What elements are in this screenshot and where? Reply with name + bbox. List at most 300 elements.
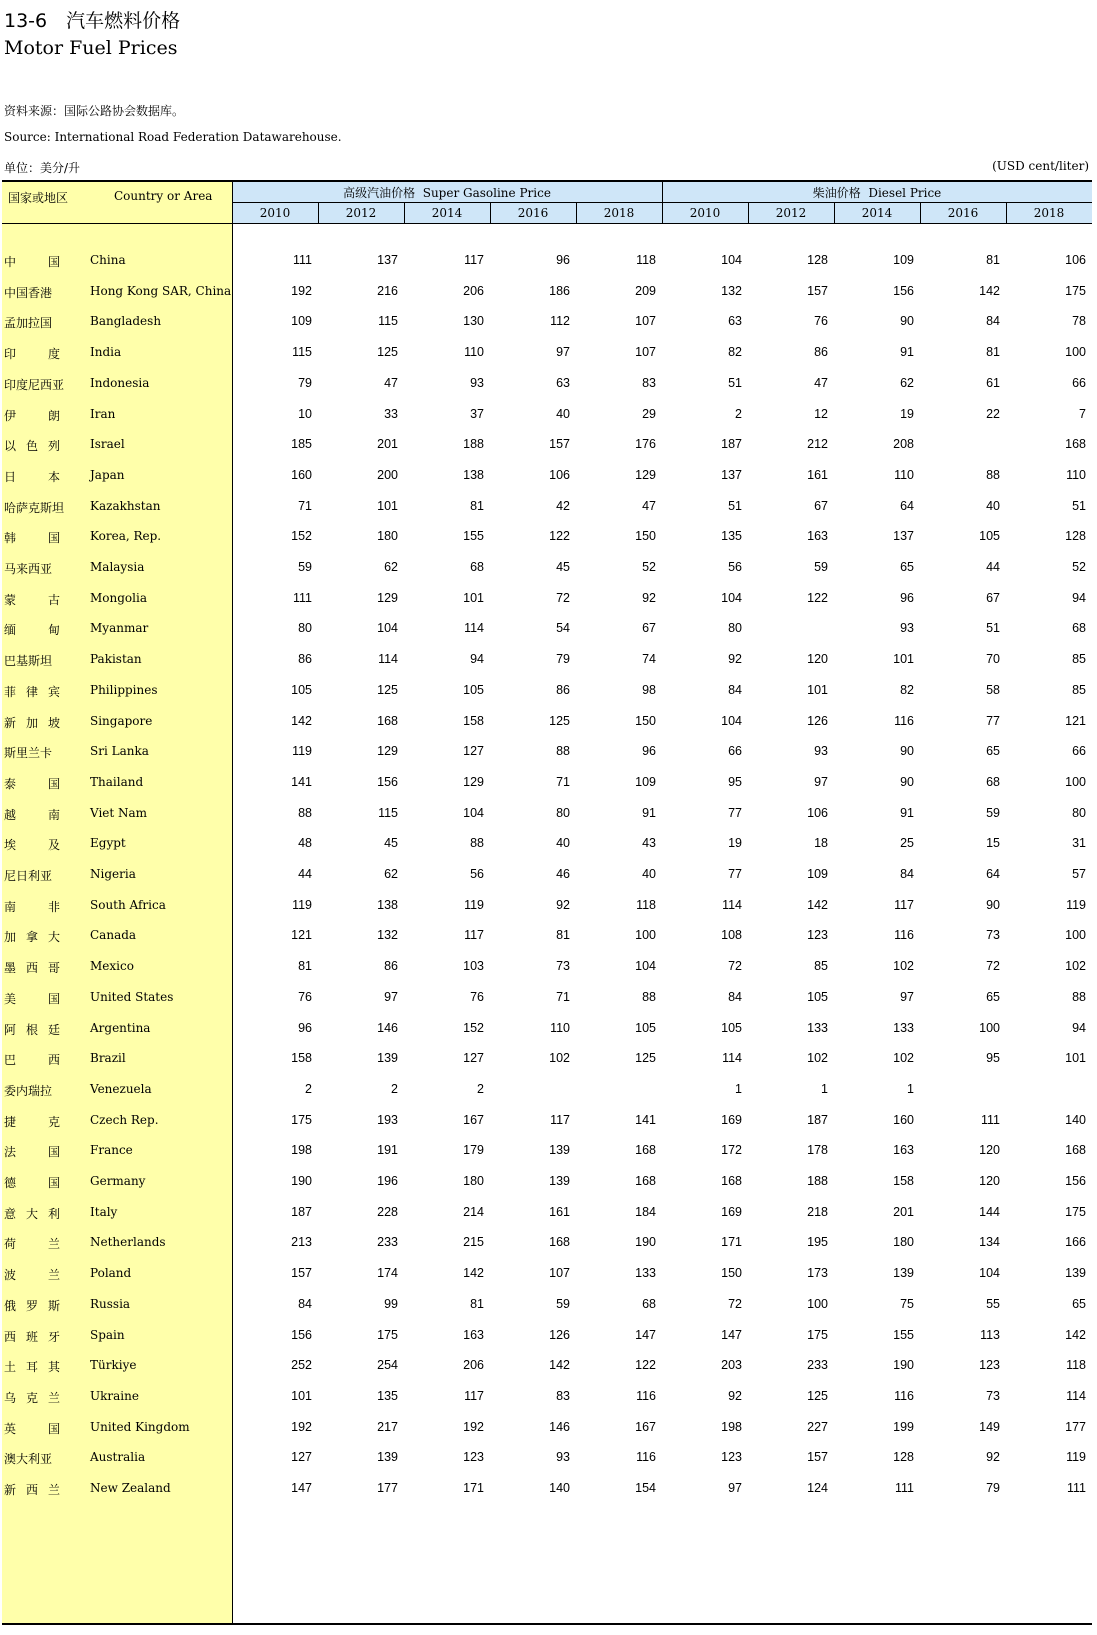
gasoline-price-cell: 192 bbox=[291, 1419, 312, 1434]
gasoline-price-cell: 129 bbox=[377, 744, 398, 759]
gasoline-price-cell: 138 bbox=[377, 897, 398, 912]
diesel-price-cell: 233 bbox=[807, 1358, 828, 1373]
diesel-price-cell: 109 bbox=[893, 253, 914, 267]
diesel-price-cell: 82 bbox=[728, 345, 742, 360]
diesel-price-cell: 31 bbox=[1072, 836, 1086, 851]
diesel-price-cell: 100 bbox=[807, 1296, 828, 1311]
diesel-price-cell: 66 bbox=[1072, 744, 1086, 759]
diesel-price-cell: 124 bbox=[807, 1481, 828, 1495]
country-name-en: United States bbox=[90, 989, 174, 1004]
country-name-en: South Africa bbox=[90, 897, 166, 912]
diesel-price-cell: 156 bbox=[893, 283, 914, 298]
diesel-price-cell: 171 bbox=[721, 1235, 742, 1250]
country-name-cn: 阿根廷 bbox=[4, 1022, 60, 1037]
gasoline-price-cell: 192 bbox=[463, 1419, 484, 1434]
gasoline-price-cell: 168 bbox=[377, 713, 398, 728]
table-row bbox=[2, 1444, 1092, 1475]
country-name-cn: 蒙古 bbox=[4, 592, 60, 607]
gasoline-price-cell: 104 bbox=[377, 621, 398, 636]
table-row bbox=[2, 830, 1092, 861]
gasoline-price-cell: 125 bbox=[377, 682, 398, 697]
country-name-cn: 中国 bbox=[4, 255, 60, 269]
table-row bbox=[2, 585, 1092, 616]
gasoline-price-cell: 83 bbox=[556, 1388, 570, 1403]
gasoline-price-cell: 152 bbox=[291, 529, 312, 544]
diesel-price-cell: 203 bbox=[721, 1358, 742, 1373]
table-row bbox=[2, 953, 1092, 984]
diesel-price-cell: 172 bbox=[721, 1143, 742, 1158]
unit-note-en: (USD cent/liter) bbox=[992, 159, 1089, 173]
diesel-price-cell: 188 bbox=[807, 1174, 828, 1188]
country-name-cn: 尼日利亚 bbox=[4, 869, 53, 883]
country-name-cn: 巴西 bbox=[4, 1053, 60, 1068]
country-name-en: Czech Rep. bbox=[90, 1112, 159, 1127]
country-name-cn: 英国 bbox=[4, 1421, 60, 1436]
diesel-year-header: 2010 bbox=[689, 206, 721, 220]
diesel-price-cell: 100 bbox=[1065, 774, 1086, 789]
diesel-price-cell: 95 bbox=[986, 1051, 1000, 1066]
table-row bbox=[2, 1260, 1092, 1291]
diesel-price-cell: 201 bbox=[893, 1204, 914, 1219]
gasoline-price-cell: 105 bbox=[291, 682, 312, 697]
gasoline-price-cell: 115 bbox=[378, 314, 398, 329]
gasoline-price-cell: 196 bbox=[377, 1174, 398, 1188]
gasoline-price-cell: 118 bbox=[636, 897, 656, 912]
table-row bbox=[2, 1199, 1092, 1230]
diesel-price-cell: 68 bbox=[1072, 621, 1086, 636]
diesel-price-cell: 77 bbox=[728, 805, 742, 820]
diesel-price-cell: 187 bbox=[807, 1112, 828, 1127]
header-diesel-en: Diesel Price bbox=[868, 186, 942, 200]
gasoline-price-cell: 185 bbox=[291, 437, 312, 452]
diesel-price-cell: 137 bbox=[721, 467, 742, 482]
diesel-price-cell: 199 bbox=[893, 1419, 914, 1434]
table-row bbox=[2, 1322, 1092, 1353]
gasoline-price-cell: 146 bbox=[549, 1419, 570, 1434]
diesel-price-cell: 92 bbox=[728, 652, 742, 667]
gasoline-price-cell: 56 bbox=[470, 867, 484, 881]
gasoline-price-cell: 167 bbox=[463, 1112, 484, 1127]
diesel-price-cell: 7 bbox=[1079, 406, 1086, 421]
diesel-price-cell: 158 bbox=[893, 1174, 914, 1188]
gasoline-price-cell: 119 bbox=[292, 744, 312, 759]
gasoline-price-cell: 115 bbox=[292, 345, 312, 360]
diesel-price-cell: 147 bbox=[721, 1327, 742, 1342]
table-row bbox=[2, 892, 1092, 923]
gasoline-price-cell: 213 bbox=[291, 1235, 312, 1250]
country-name-cn: 委内瑞拉 bbox=[4, 1083, 53, 1098]
table-row bbox=[2, 615, 1092, 646]
diesel-price-cell: 102 bbox=[893, 1051, 914, 1066]
gasoline-price-cell: 147 bbox=[291, 1481, 312, 1495]
diesel-price-cell: 77 bbox=[728, 867, 742, 881]
gasoline-price-cell: 127 bbox=[291, 1450, 312, 1465]
gasoline-price-cell: 130 bbox=[463, 314, 484, 329]
diesel-price-cell: 155 bbox=[893, 1327, 914, 1342]
table-row bbox=[2, 1168, 1092, 1199]
gasoline-price-cell: 115 bbox=[378, 805, 398, 820]
gasoline-price-cell: 117 bbox=[464, 928, 484, 943]
country-name-en: Türkiye bbox=[90, 1358, 137, 1373]
diesel-price-cell: 117 bbox=[894, 897, 914, 912]
gasoline-price-cell: 147 bbox=[635, 1327, 656, 1342]
diesel-price-cell: 121 bbox=[1065, 713, 1086, 728]
diesel-price-cell: 212 bbox=[807, 437, 828, 452]
diesel-price-cell: 123 bbox=[721, 1450, 742, 1465]
table-row bbox=[2, 1383, 1092, 1414]
country-name-en: Singapore bbox=[90, 713, 153, 728]
header-gasoline-cn: 高级汽油价格 bbox=[343, 186, 416, 200]
header-diesel-cn: 柴油价格 bbox=[812, 186, 861, 200]
gasoline-price-cell: 107 bbox=[635, 345, 656, 360]
gasoline-price-cell: 215 bbox=[463, 1235, 484, 1250]
gasoline-price-cell: 45 bbox=[556, 560, 570, 574]
header-gasoline-en: Super Gasoline Price bbox=[422, 186, 551, 200]
table-row bbox=[2, 1291, 1092, 1322]
table-row bbox=[2, 401, 1092, 432]
year-divider bbox=[920, 202, 921, 223]
table-row bbox=[2, 1015, 1092, 1046]
gasoline-price-cell: 114 bbox=[378, 652, 398, 667]
diesel-price-cell: 72 bbox=[986, 959, 1000, 974]
gasoline-price-cell: 190 bbox=[291, 1174, 312, 1188]
gasoline-price-cell: 191 bbox=[377, 1143, 398, 1158]
table-row bbox=[2, 922, 1092, 953]
gasoline-price-cell: 104 bbox=[635, 959, 656, 974]
diesel-price-cell: 1 bbox=[821, 1081, 828, 1096]
diesel-price-cell: 90 bbox=[900, 744, 914, 759]
gasoline-price-cell: 117 bbox=[464, 253, 484, 267]
diesel-price-cell: 59 bbox=[814, 560, 828, 574]
diesel-price-cell: 175 bbox=[1065, 283, 1086, 298]
diesel-price-cell: 90 bbox=[900, 314, 914, 329]
diesel-price-cell: 175 bbox=[807, 1327, 828, 1342]
gasoline-price-cell: 110 bbox=[464, 345, 484, 360]
country-name-en: Canada bbox=[90, 928, 137, 943]
gasoline-price-cell: 139 bbox=[377, 1450, 398, 1465]
diesel-price-cell: 84 bbox=[728, 989, 742, 1004]
gasoline-price-cell: 96 bbox=[642, 744, 656, 759]
country-name-en: Bangladesh bbox=[90, 314, 162, 329]
gasoline-price-cell: 216 bbox=[377, 283, 398, 298]
table-bottom-border bbox=[2, 1623, 1092, 1625]
country-name-cn: 巴基斯坦 bbox=[4, 654, 53, 669]
diesel-price-cell: 128 bbox=[893, 1450, 914, 1465]
country-name-cn: 印度尼西亚 bbox=[4, 377, 65, 392]
gasoline-price-cell: 92 bbox=[556, 897, 570, 912]
diesel-year-header: 2018 bbox=[1033, 206, 1065, 220]
gasoline-price-cell: 132 bbox=[377, 928, 398, 943]
header-country-cn: 国家或地区 bbox=[8, 191, 69, 205]
country-name-en: Thailand bbox=[90, 774, 144, 789]
gasoline-price-cell: 123 bbox=[463, 1450, 484, 1465]
gasoline-year-header: 2010 bbox=[259, 206, 291, 220]
diesel-price-cell: 40 bbox=[986, 498, 1000, 513]
source-note-en: Source: International Road Federation Datawarehouse. bbox=[4, 130, 342, 144]
year-divider bbox=[1006, 202, 1007, 223]
gasoline-price-cell: 72 bbox=[556, 590, 570, 605]
country-name-cn: 土耳其 bbox=[4, 1360, 60, 1375]
country-name-cn: 缅甸 bbox=[4, 623, 60, 638]
gasoline-price-cell: 93 bbox=[470, 375, 484, 390]
gasoline-price-cell: 88 bbox=[556, 744, 570, 759]
gasoline-price-cell: 186 bbox=[549, 283, 570, 298]
diesel-price-cell: 72 bbox=[728, 959, 742, 974]
diesel-price-cell: 66 bbox=[728, 744, 742, 759]
country-name-en: Brazil bbox=[90, 1051, 126, 1066]
diesel-price-cell: 156 bbox=[1065, 1174, 1086, 1188]
diesel-price-cell: 128 bbox=[807, 253, 828, 267]
gasoline-price-cell: 33 bbox=[384, 406, 398, 421]
fuel-price-table bbox=[2, 180, 1092, 1625]
gasoline-price-cell: 112 bbox=[550, 314, 570, 329]
gasoline-price-cell: 101 bbox=[463, 590, 484, 605]
gasoline-price-cell: 157 bbox=[549, 437, 570, 452]
table-row bbox=[2, 1475, 1092, 1506]
country-name-cn: 日本 bbox=[4, 469, 60, 484]
diesel-price-cell: 102 bbox=[1065, 959, 1086, 974]
diesel-price-cell: 1 bbox=[907, 1081, 914, 1096]
country-name-cn: 法国 bbox=[4, 1145, 60, 1160]
gasoline-price-cell: 68 bbox=[470, 560, 484, 574]
gasoline-price-cell: 177 bbox=[377, 1481, 398, 1495]
gasoline-price-cell: 129 bbox=[377, 590, 398, 605]
diesel-price-cell: 93 bbox=[900, 621, 914, 636]
diesel-price-cell: 51 bbox=[1072, 498, 1086, 513]
country-name-cn: 德国 bbox=[4, 1176, 60, 1190]
diesel-price-cell: 25 bbox=[900, 836, 914, 851]
gasoline-price-cell: 37 bbox=[470, 406, 484, 421]
gasoline-price-cell: 107 bbox=[635, 314, 656, 329]
diesel-price-cell: 85 bbox=[814, 959, 828, 974]
country-name-en: Hong Kong SAR, China bbox=[90, 283, 232, 298]
gasoline-price-cell: 129 bbox=[635, 467, 656, 482]
year-divider bbox=[834, 202, 835, 223]
gasoline-price-cell: 126 bbox=[549, 1327, 570, 1342]
gasoline-price-cell: 80 bbox=[556, 805, 570, 820]
country-name-cn: 新加坡 bbox=[4, 715, 60, 730]
diesel-price-cell: 122 bbox=[807, 590, 828, 605]
diesel-price-cell: 166 bbox=[1065, 1235, 1086, 1250]
gasoline-price-cell: 96 bbox=[556, 253, 570, 267]
country-name-en: Mongolia bbox=[90, 590, 147, 605]
page-title-cn: 13-6 汽车燃料价格 bbox=[4, 10, 181, 32]
diesel-price-cell: 58 bbox=[986, 682, 1000, 697]
unit-note-cn: 单位：美分/升 bbox=[4, 161, 81, 175]
table-row bbox=[2, 646, 1092, 677]
gasoline-price-cell: 116 bbox=[636, 1450, 656, 1465]
diesel-price-cell: 168 bbox=[721, 1174, 742, 1188]
diesel-price-cell: 177 bbox=[1065, 1419, 1086, 1434]
source-note-cn: 资料来源：国际公路协会数据库。 bbox=[4, 104, 185, 118]
diesel-price-cell: 160 bbox=[893, 1112, 914, 1127]
diesel-price-cell: 144 bbox=[979, 1204, 1000, 1219]
gasoline-price-cell: 2 bbox=[391, 1081, 398, 1096]
diesel-price-cell: 90 bbox=[986, 897, 1000, 912]
diesel-price-cell: 116 bbox=[894, 713, 914, 728]
table-row bbox=[2, 677, 1092, 708]
gasoline-price-cell: 163 bbox=[463, 1327, 484, 1342]
gasoline-price-cell: 125 bbox=[549, 713, 570, 728]
gasoline-price-cell: 68 bbox=[642, 1296, 656, 1311]
table-row bbox=[2, 370, 1092, 401]
diesel-price-cell: 18 bbox=[814, 836, 828, 851]
gasoline-price-cell: 43 bbox=[642, 836, 656, 851]
gasoline-price-cell: 176 bbox=[635, 437, 656, 452]
diesel-price-cell: 168 bbox=[1065, 1143, 1086, 1158]
country-name-en: Viet Nam bbox=[90, 805, 148, 820]
diesel-price-cell: 75 bbox=[900, 1296, 914, 1311]
diesel-price-cell: 73 bbox=[986, 928, 1000, 943]
diesel-year-header: 2012 bbox=[775, 206, 807, 220]
gasoline-price-cell: 96 bbox=[298, 1020, 312, 1035]
diesel-price-cell: 52 bbox=[1072, 560, 1086, 574]
gasoline-price-cell: 59 bbox=[556, 1296, 570, 1311]
country-name-cn: 俄罗斯 bbox=[4, 1298, 60, 1313]
gasoline-price-cell: 100 bbox=[635, 928, 656, 943]
diesel-price-cell: 110 bbox=[894, 467, 914, 482]
table-top-border bbox=[2, 180, 1092, 182]
gasoline-price-cell: 214 bbox=[463, 1204, 484, 1219]
gasoline-year-header: 2012 bbox=[345, 206, 377, 220]
gasoline-price-cell: 168 bbox=[635, 1143, 656, 1158]
diesel-price-cell: 142 bbox=[807, 897, 828, 912]
diesel-price-cell: 95 bbox=[728, 774, 742, 789]
diesel-price-cell: 106 bbox=[1065, 253, 1086, 267]
gasoline-price-cell: 92 bbox=[642, 590, 656, 605]
diesel-price-cell: 68 bbox=[986, 774, 1000, 789]
year-divider bbox=[404, 202, 405, 223]
gasoline-price-cell: 158 bbox=[291, 1051, 312, 1066]
diesel-price-cell: 101 bbox=[893, 652, 914, 667]
diesel-price-cell: 64 bbox=[900, 498, 914, 513]
diesel-price-cell: 142 bbox=[1065, 1327, 1086, 1342]
diesel-price-cell: 81 bbox=[986, 345, 1000, 360]
diesel-year-header: 2016 bbox=[947, 206, 979, 220]
diesel-price-cell: 139 bbox=[1065, 1266, 1086, 1281]
diesel-price-cell: 116 bbox=[894, 1388, 914, 1403]
gasoline-price-cell: 97 bbox=[556, 345, 570, 360]
diesel-price-cell: 142 bbox=[979, 283, 1000, 298]
table-row bbox=[2, 769, 1092, 800]
diesel-price-cell: 104 bbox=[979, 1266, 1000, 1281]
gasoline-price-cell: 83 bbox=[642, 375, 656, 390]
gasoline-price-cell: 117 bbox=[550, 1112, 570, 1127]
diesel-price-cell: 51 bbox=[986, 621, 1000, 636]
gasoline-price-cell: 152 bbox=[463, 1020, 484, 1035]
table-row bbox=[2, 339, 1092, 370]
gasoline-price-cell: 47 bbox=[642, 498, 656, 513]
gasoline-price-cell: 118 bbox=[636, 253, 656, 267]
gasoline-price-cell: 73 bbox=[556, 959, 570, 974]
diesel-price-cell: 85 bbox=[1072, 682, 1086, 697]
gasoline-price-cell: 119 bbox=[464, 897, 484, 912]
gasoline-price-cell: 88 bbox=[642, 989, 656, 1004]
diesel-price-cell: 113 bbox=[980, 1327, 1000, 1342]
diesel-price-cell: 2 bbox=[735, 406, 742, 421]
country-name-cn: 波兰 bbox=[4, 1268, 60, 1283]
diesel-price-cell: 134 bbox=[979, 1235, 1000, 1250]
gasoline-price-cell: 2 bbox=[477, 1081, 484, 1096]
diesel-price-cell: 157 bbox=[807, 283, 828, 298]
country-name-cn: 乌克兰 bbox=[4, 1390, 60, 1405]
gasoline-price-cell: 198 bbox=[291, 1143, 312, 1158]
diesel-price-cell: 106 bbox=[807, 805, 828, 820]
diesel-price-cell: 92 bbox=[728, 1388, 742, 1403]
gasoline-price-cell: 74 bbox=[642, 652, 656, 667]
diesel-price-cell: 187 bbox=[721, 437, 742, 452]
diesel-price-cell: 67 bbox=[814, 498, 828, 513]
gasoline-price-cell: 110 bbox=[550, 1020, 570, 1035]
diesel-price-cell: 65 bbox=[986, 744, 1000, 759]
diesel-price-cell: 100 bbox=[1065, 928, 1086, 943]
country-name-en: Argentina bbox=[90, 1020, 151, 1035]
country-name-cn: 意大利 bbox=[4, 1206, 60, 1221]
gasoline-price-cell: 160 bbox=[291, 467, 312, 482]
diesel-price-cell: 157 bbox=[807, 1450, 828, 1465]
country-name-en: Mexico bbox=[90, 959, 134, 974]
gasoline-price-cell: 184 bbox=[635, 1204, 656, 1219]
country-name-en: United Kingdom bbox=[90, 1419, 190, 1434]
gasoline-price-cell: 252 bbox=[291, 1358, 312, 1373]
diesel-price-cell: 61 bbox=[986, 375, 1000, 390]
diesel-price-cell: 88 bbox=[986, 467, 1000, 482]
diesel-price-cell: 132 bbox=[721, 283, 742, 298]
diesel-price-cell: 84 bbox=[728, 682, 742, 697]
diesel-price-cell: 19 bbox=[900, 406, 914, 421]
gasoline-price-cell: 59 bbox=[298, 560, 312, 574]
gasoline-price-cell: 122 bbox=[635, 1358, 656, 1373]
country-name-cn: 中国香港 bbox=[4, 285, 53, 300]
diesel-price-cell: 70 bbox=[986, 652, 1000, 667]
gasoline-price-cell: 105 bbox=[635, 1020, 656, 1035]
gasoline-year-header: 2018 bbox=[603, 206, 635, 220]
gasoline-price-cell: 109 bbox=[291, 314, 312, 329]
table-row bbox=[2, 523, 1092, 554]
gasoline-price-cell: 107 bbox=[549, 1266, 570, 1281]
diesel-price-cell: 55 bbox=[986, 1296, 1000, 1311]
gasoline-price-cell: 29 bbox=[642, 406, 656, 421]
diesel-price-cell: 88 bbox=[1072, 989, 1086, 1004]
gasoline-price-cell: 154 bbox=[635, 1481, 656, 1495]
gasoline-price-cell: 139 bbox=[377, 1051, 398, 1066]
diesel-price-cell: 175 bbox=[1065, 1204, 1086, 1219]
gasoline-price-cell: 180 bbox=[463, 1174, 484, 1188]
gasoline-price-cell: 161 bbox=[549, 1204, 570, 1219]
diesel-price-cell: 85 bbox=[1072, 652, 1086, 667]
gasoline-price-cell: 111 bbox=[292, 590, 312, 605]
country-name-en: Iran bbox=[90, 406, 116, 421]
country-name-en: Indonesia bbox=[90, 375, 150, 390]
gasoline-year-header: 2016 bbox=[517, 206, 549, 220]
country-name-en: Nigeria bbox=[90, 867, 136, 881]
diesel-price-cell: 82 bbox=[900, 682, 914, 697]
table-row bbox=[2, 431, 1092, 462]
year-divider bbox=[576, 202, 577, 223]
gasoline-price-cell: 88 bbox=[470, 836, 484, 851]
diesel-price-cell: 79 bbox=[986, 1481, 1000, 1495]
gasoline-price-cell: 103 bbox=[463, 959, 484, 974]
country-name-en: Malaysia bbox=[90, 560, 145, 574]
diesel-price-cell: 111 bbox=[894, 1481, 914, 1495]
diesel-price-cell: 1 bbox=[735, 1081, 742, 1096]
gasoline-price-cell: 125 bbox=[635, 1051, 656, 1066]
gasoline-price-cell: 63 bbox=[556, 375, 570, 390]
country-name-en: Kazakhstan bbox=[90, 498, 161, 513]
table-row bbox=[2, 738, 1092, 769]
gasoline-price-cell: 209 bbox=[635, 283, 656, 298]
gasoline-price-cell: 158 bbox=[463, 713, 484, 728]
